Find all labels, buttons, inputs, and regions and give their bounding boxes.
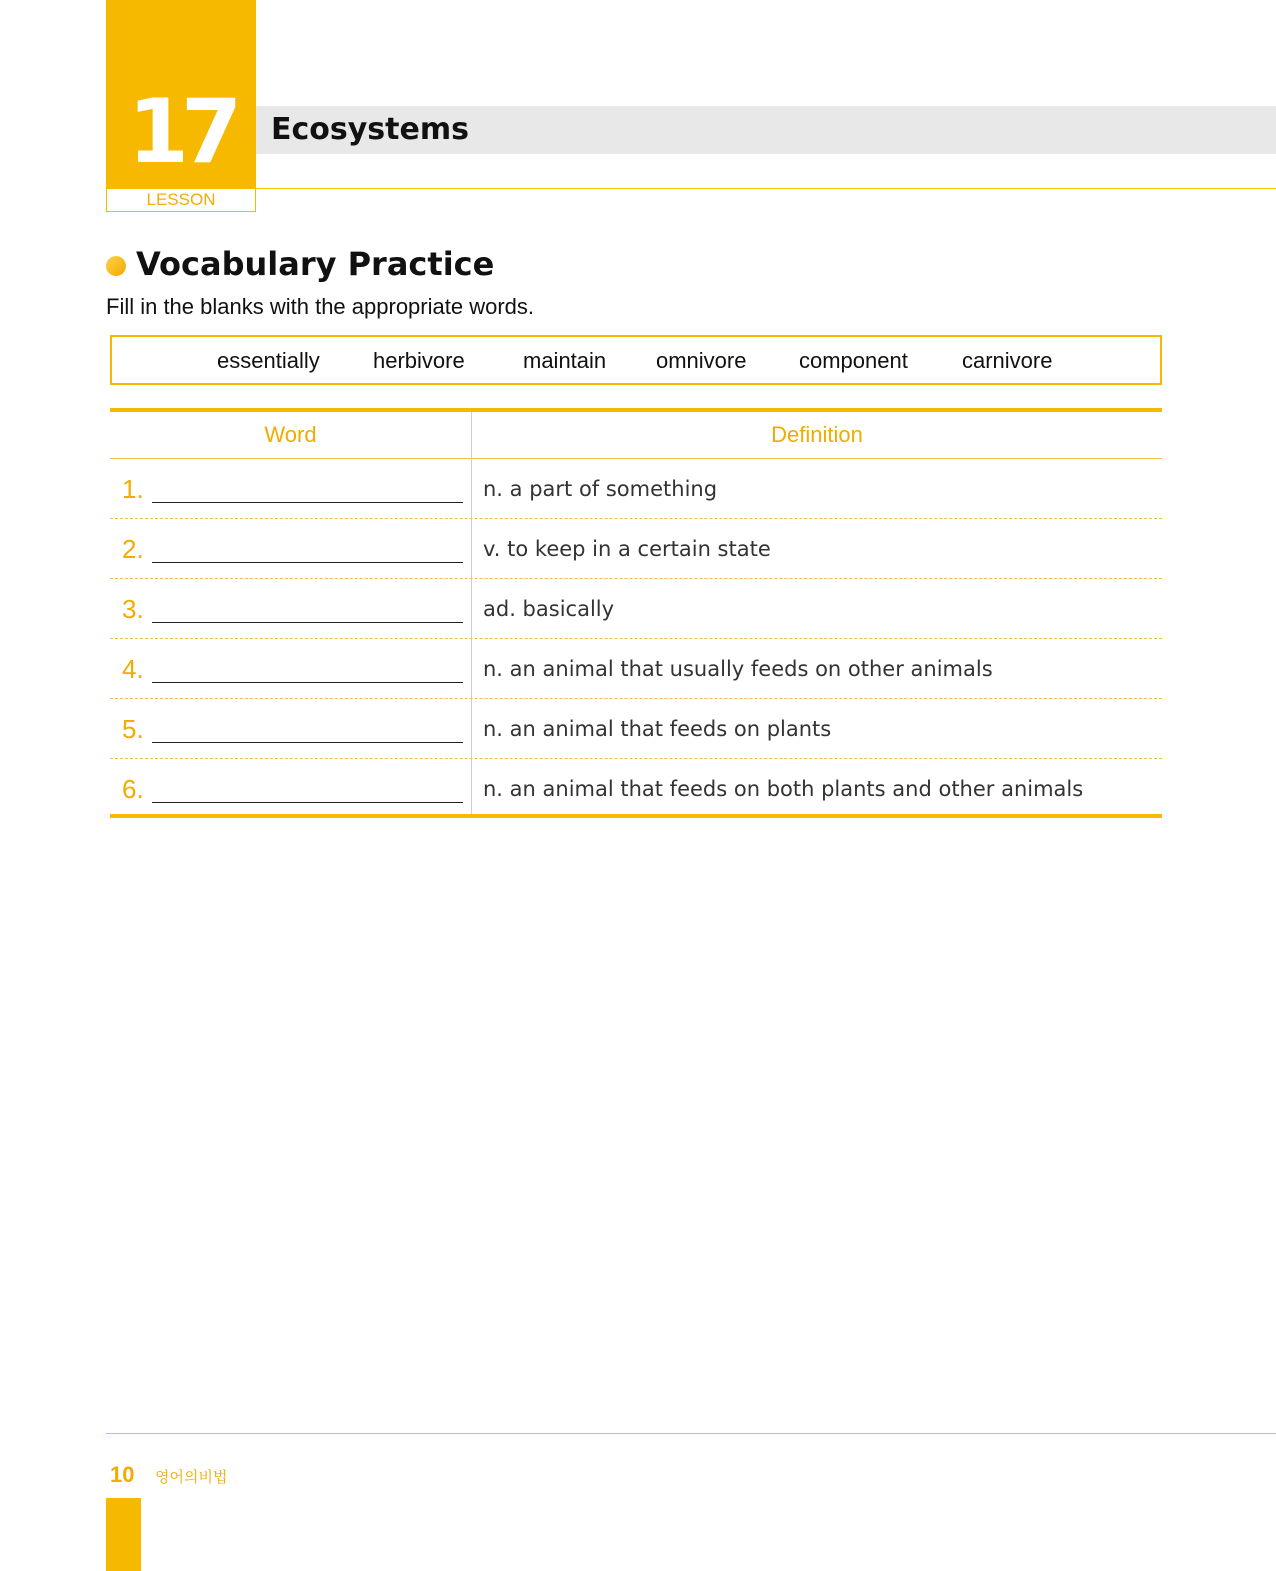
row-number: 4. bbox=[122, 654, 144, 684]
answer-blank[interactable] bbox=[152, 682, 463, 683]
word-bank-item: component bbox=[799, 348, 908, 373]
row-number: 2. bbox=[122, 534, 144, 564]
row-definition: n. an animal that feeds on both plants and other animals bbox=[483, 777, 1084, 801]
row-definition: n. an animal that feeds on plants bbox=[483, 717, 832, 741]
word-bank bbox=[110, 335, 1162, 385]
table-row bbox=[110, 639, 1162, 699]
bullet-icon bbox=[106, 256, 126, 276]
footer-tab bbox=[106, 1498, 141, 1571]
table-row bbox=[110, 459, 1162, 519]
row-definition: n. a part of something bbox=[483, 477, 718, 501]
word-bank-item: herbivore bbox=[373, 348, 465, 373]
answer-blank[interactable] bbox=[152, 622, 463, 623]
row-number: 6. bbox=[122, 774, 144, 804]
answer-blank[interactable] bbox=[152, 562, 463, 563]
instruction-text: Fill in the blanks with the appropriate words. bbox=[106, 294, 534, 319]
title-bar bbox=[256, 106, 1276, 154]
table-row bbox=[110, 759, 1162, 819]
row-definition: n. an animal that usually feeds on other animals bbox=[483, 657, 993, 681]
lesson-number: 17 bbox=[127, 80, 235, 183]
page-number: 10 bbox=[110, 1462, 135, 1487]
table-row bbox=[110, 699, 1162, 759]
row-number: 1. bbox=[122, 474, 144, 504]
answer-blank[interactable] bbox=[152, 742, 463, 743]
row-number: 3. bbox=[122, 594, 144, 624]
word-bank-item: essentially bbox=[217, 348, 320, 373]
column-header-word: Word bbox=[264, 422, 317, 447]
row-definition: v. to keep in a certain state bbox=[483, 537, 771, 561]
table-row bbox=[110, 579, 1162, 639]
row-definition: ad. basically bbox=[483, 597, 615, 621]
lesson-badge bbox=[106, 0, 256, 188]
lesson-label: LESSON bbox=[106, 188, 256, 212]
row-number: 5. bbox=[122, 714, 144, 744]
column-header-definition: Definition bbox=[771, 422, 863, 447]
table-bottom-rule bbox=[110, 814, 1162, 818]
book-name: 영어의비법 bbox=[155, 1469, 228, 1486]
header-divider bbox=[256, 188, 1276, 189]
word-bank-item: carnivore bbox=[962, 348, 1053, 373]
footer-divider bbox=[106, 1433, 1276, 1434]
word-bank-item: maintain bbox=[523, 348, 607, 373]
answer-blank[interactable] bbox=[152, 802, 463, 803]
vocabulary-table bbox=[110, 408, 1162, 818]
answer-blank[interactable] bbox=[152, 502, 463, 503]
lesson-title: Ecosystems bbox=[271, 112, 469, 147]
word-bank-item: omnivore bbox=[656, 348, 747, 373]
table-row bbox=[110, 519, 1162, 579]
section-title: Vocabulary Practice bbox=[136, 245, 495, 283]
